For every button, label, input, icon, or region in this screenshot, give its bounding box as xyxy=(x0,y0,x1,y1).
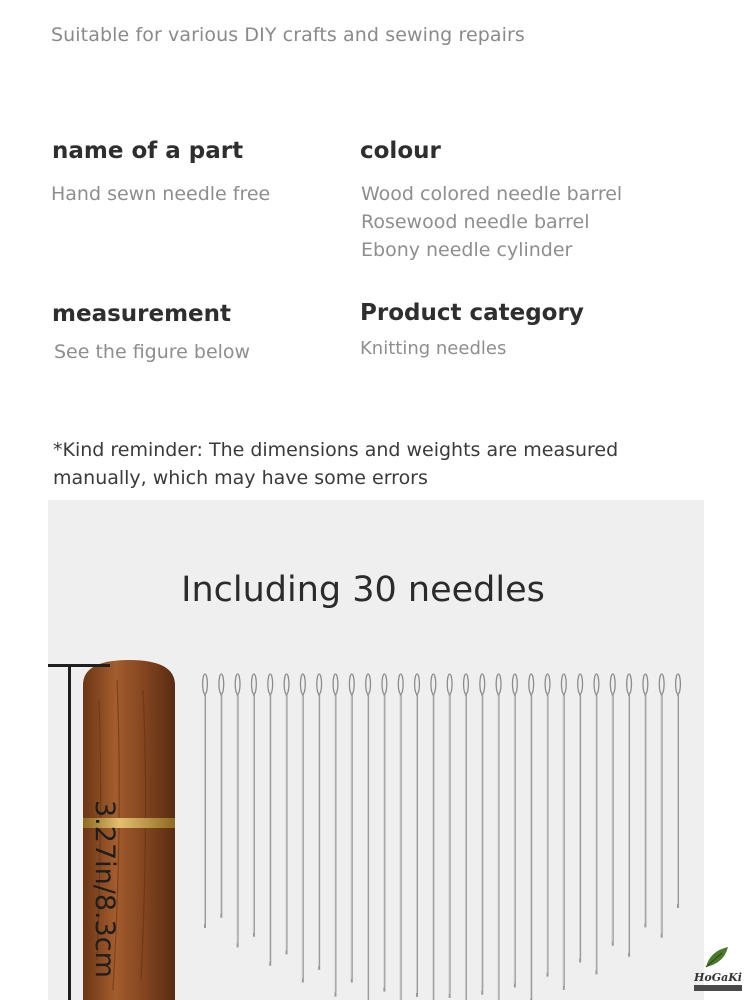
needle xyxy=(659,674,664,938)
needle xyxy=(464,674,469,1000)
needle xyxy=(268,674,273,966)
needle xyxy=(578,674,583,962)
needle xyxy=(252,674,257,937)
dimension-label-wrap xyxy=(48,800,120,978)
category-label: Product category xyxy=(360,300,584,326)
needle xyxy=(447,674,452,998)
needle xyxy=(610,674,615,946)
needle xyxy=(545,674,550,977)
needle xyxy=(349,674,354,982)
needle xyxy=(529,674,534,1000)
kind-reminder: *Kind reminder: The dimensions and weights are measured manually, which may have some errors xyxy=(53,439,619,489)
colour-label: colour xyxy=(360,138,441,164)
needle xyxy=(643,674,648,927)
needle xyxy=(300,674,305,982)
measurement-value: See the figure below xyxy=(54,341,251,363)
needle xyxy=(203,674,208,928)
photo-heading: Including 30 needles xyxy=(181,570,545,610)
product-photo xyxy=(48,500,704,1000)
colour-option: Wood colored needle barrel xyxy=(361,183,623,205)
part-name-value: Hand sewn needle free xyxy=(51,183,271,205)
needle xyxy=(561,674,566,990)
colour-option: Rosewood needle barrel xyxy=(361,211,590,233)
needle xyxy=(366,674,371,1000)
dimension-label: 3.27in/8.3cm xyxy=(89,800,120,978)
needle xyxy=(317,674,322,970)
needle xyxy=(627,674,632,957)
measure-cap xyxy=(48,664,110,667)
needle xyxy=(382,674,387,992)
brand-logo xyxy=(690,945,746,995)
logo-bar xyxy=(694,985,742,991)
needle xyxy=(480,674,485,995)
needle xyxy=(219,674,224,918)
intro-text: Suitable for various DIY crafts and sewing repairs xyxy=(51,24,525,46)
part-name-label: name of a part xyxy=(52,138,244,164)
measurement-label: measurement xyxy=(52,301,232,327)
needle xyxy=(512,674,517,988)
logo-text: HoGaKi xyxy=(694,971,742,984)
colour-values xyxy=(361,180,622,264)
needle xyxy=(284,674,289,954)
category-value: Knitting needles xyxy=(360,338,507,359)
needle xyxy=(398,674,403,1000)
needle xyxy=(496,674,501,1000)
colour-option: Ebony needle cylinder xyxy=(361,239,573,261)
needle xyxy=(333,674,338,997)
needle xyxy=(415,674,420,997)
needle xyxy=(431,674,436,1000)
needle xyxy=(676,674,681,908)
leaf-icon xyxy=(704,945,732,971)
needle xyxy=(235,674,240,947)
needle xyxy=(594,674,599,974)
